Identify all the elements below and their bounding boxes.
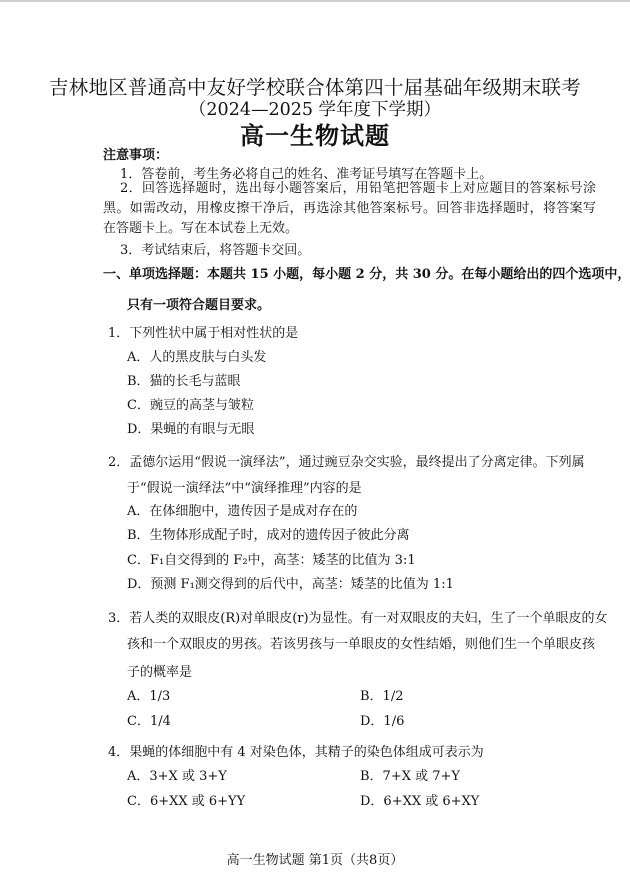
page-footer: 高一生物试题 第1页（共8页）	[226, 853, 404, 868]
question-1-option-a: A．人的黑皮肤与白头发	[127, 350, 267, 365]
top-border	[0, 0, 630, 2]
school-year-subtitle: （2024—2025 学年度下学期）	[188, 100, 442, 120]
question-2-option-c: C．F₁自交得到的 F₂中，高茎：矮茎的比值为 3:1	[127, 553, 416, 568]
question-3-option-a: A．1/3	[127, 689, 171, 704]
question-2-stem-line2: 于“假说一演绎法”中“演绎推理”内容的是	[127, 481, 362, 496]
question-4-stem: 4．果蝇的体细胞中有 4 对染色体，其精子的染色体组成可表示为	[108, 745, 484, 760]
question-2-option-d: D．预测 F₁测交得到的后代中，高茎：矮茎的比值为 1:1	[127, 577, 454, 592]
section-1-heading: 一、单项选择题：本题共 15 小题，每小题 2 分，共 30 分。在每小题给出的四个选项中，	[103, 267, 630, 282]
question-1-option-b: B．猫的长毛与蓝眼	[127, 374, 241, 389]
question-3-option-b: B．1/2	[360, 689, 404, 704]
notice-heading: 注意事项：	[103, 148, 169, 163]
question-3-stem-line2: 孩和一个双眼皮的男孩。若该男孩与一单眼皮的女性结婚，则他们生一个单眼皮孩	[127, 637, 596, 652]
question-3-stem-line1: 3．若人类的双眼皮(R)对单眼皮(r)为显性。有一对双眼皮的夫妇，生了一个单眼皮的女	[108, 611, 608, 626]
question-3-stem-line3: 子的概率是	[127, 665, 193, 680]
notice-item-3: 3．考试结束后，将答题卡交回。	[120, 243, 311, 258]
exam-header-title: 吉林地区普通高中友好学校联合体第四十届基础年级期末联考	[49, 76, 581, 99]
question-2-option-a: A．在体细胞中，遗传因子是成对存在的	[127, 504, 358, 519]
section-1-requirement: 只有一项符合题目要求。	[127, 298, 271, 313]
question-4-option-a: A．3+X 或 3+Y	[127, 769, 227, 784]
question-1-option-c: C．豌豆的高茎与皱粒	[127, 398, 254, 413]
question-4-option-c: C．6+XX 或 6+YY	[127, 794, 246, 809]
question-1-stem: 1．下列性状中属于相对性状的是	[108, 326, 299, 341]
notice-item-1: 1．答卷前，考生务必将自己的姓名、准考证号填写在答题卡上。	[120, 167, 493, 182]
question-2-stem-line1: 2．孟德尔运用“假说一演绎法”，通过豌豆杂交实验，最终提出了分离定律。下列属	[108, 455, 585, 470]
question-3-option-d: D．1/6	[360, 714, 405, 729]
notice-item-2: 2．回答选择题时，选出每小题答案后，用铅笔把答题卡上对应题目的答案标号涂黑。如需改动，用橡皮擦干净后，再选涂其他答案标号。回答非选择题时，将答案写在答题卡上。写在本试卷上无效。	[103, 181, 596, 236]
question-4-option-d: D．6+XX 或 6+XY	[360, 794, 480, 809]
exam-title: 高一生物试题	[240, 121, 390, 150]
question-4-option-b: B．7+X 或 7+Y	[360, 769, 460, 784]
question-1-option-d: D．果蝇的有眼与无眼	[127, 422, 255, 437]
question-2-option-b: B．生物体形成配子时，成对的遗传因子彼此分离	[127, 528, 410, 543]
question-3-option-c: C．1/4	[127, 714, 171, 729]
